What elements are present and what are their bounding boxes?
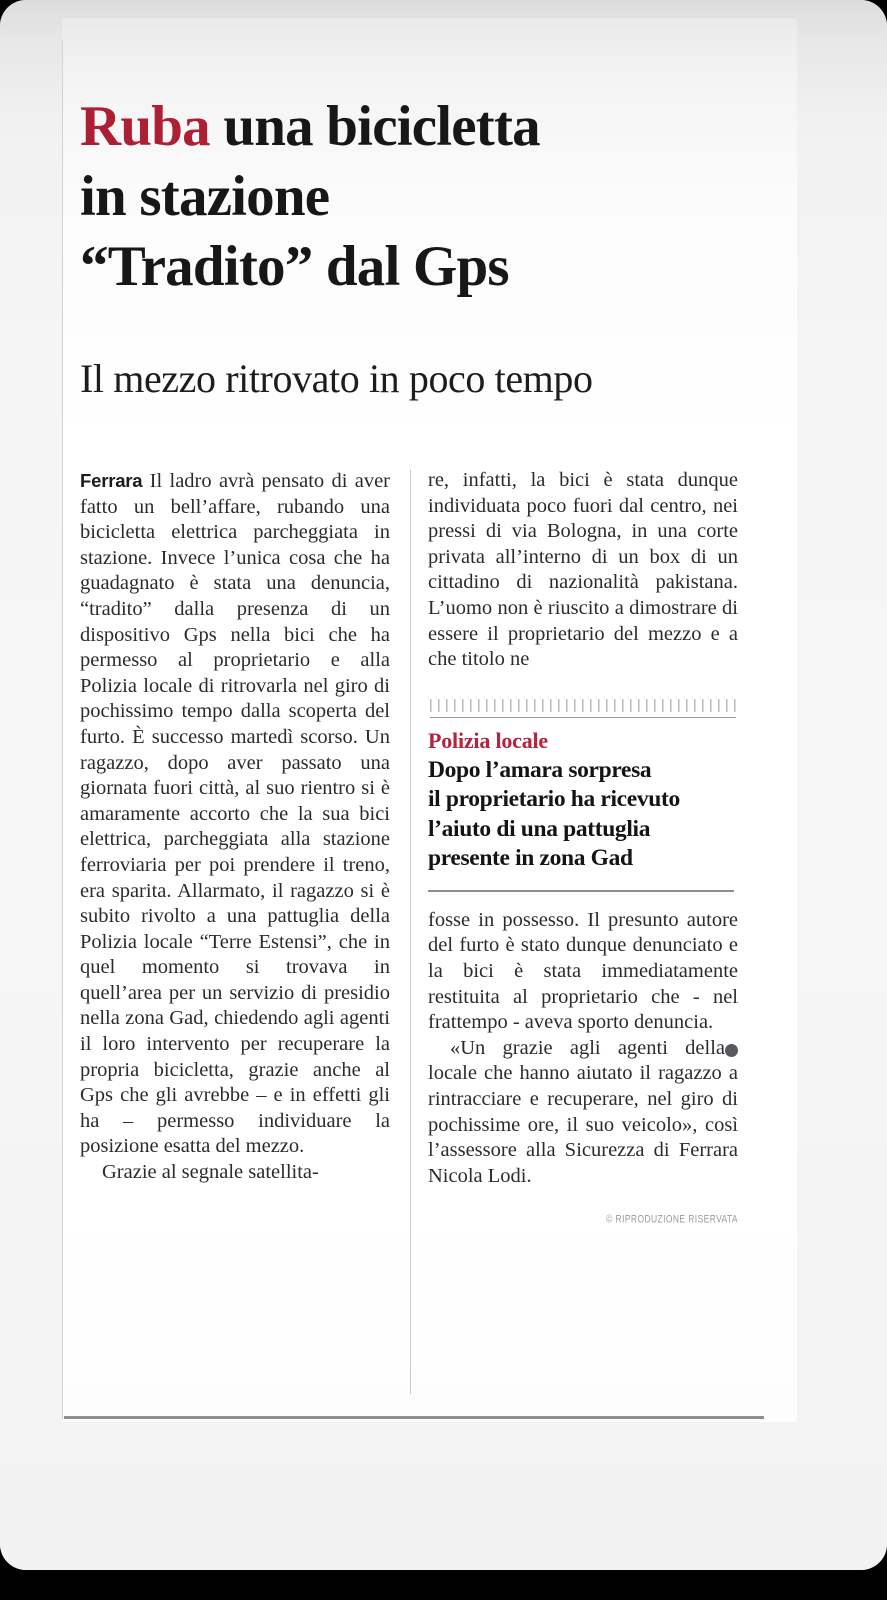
column-divider (410, 470, 411, 1394)
pullquote-kicker: Polizia locale (428, 727, 548, 753)
paragraph-right-2: fosse in possesso. Il presunto autore del furto è stato dunque denunciato e la bici è stata immediatamente restituita al proprietario che - nel frattempo - aveva sporto denuncia. (428, 908, 738, 1034)
pullquote-line-2: il proprietario ha ricevuto (428, 786, 680, 813)
headline-line-2: in stazione (80, 165, 330, 228)
paragraph-right-3 (428, 1036, 738, 1190)
body-column-right (428, 468, 738, 1225)
paragraph-left-2: Grazie al segnale satellita- (102, 1161, 319, 1184)
paragraph-left-1 (80, 468, 390, 1160)
pullquote-line-4: presente in zona Gad (428, 845, 633, 872)
pullquote-box (428, 693, 738, 892)
dateline: Ferrara (80, 470, 143, 491)
pullquote-bottom-rule (428, 890, 734, 892)
pullquote-line-3: l’aiuto di una pattuglia (428, 815, 651, 842)
article-subhead: Il mezzo ritrovato in poco tempo (80, 356, 593, 401)
article-bottom-rule (64, 1416, 764, 1419)
article-headline (80, 92, 740, 302)
paragraph-left-1-text: Il ladro avrà pensato di aver fatto un bell’affare, rubando una bicicletta elettrica parcheggiata in stazione. Invece l’unica cosa che ha guadagnato è stata una denuncia, “tradito” dalla presenza di un dispositivo Gps nella bici che ha permesso al proprietario e alla Polizia locale di ritrovarla nel giro di pochissimo tempo dalla scoperta del furto. È successo martedì scorso. Un ragazzo, dopo aver passato una giornata fuori città, al suo rientro si è amaramente accorto che la sua bici elettrica, parcheggiata alla stazione ferroviaria per poi prendere il treno, era sparita. Allarmato, il ragazzo si è subito rivolto a una pattuglia della Polizia locale “Terre Estensi”, che in quel momento si trovava in quell’area per un servizio di presidio nella zona Gad, chiedendo agli agenti il loro intervento per recuperare la propria bicicletta, grazie anche al Gps che gli avrebbe – e in effetti gli ha – permesso individuare la posizione esatta del mezzo. (80, 470, 390, 1158)
paragraph-right-1: re, infatti, la bici è stata dunque individuata poco fuori dal centro, nei pressi di via Bologna, in una corte privata all’interno di un box di un cittadino di nazionalità pakistana. L’uomo non è riuscito a dimostrare di essere il proprietario del mezzo e a che titolo ne (428, 469, 738, 671)
headline-line-3: “Tradito” dal Gps (80, 235, 509, 298)
paragraph-right-3-text: «Un grazie agli agenti della locale che hanno aiutato il ragazzo a rintracciare e recuperare, nel giro di pochissime ore, il suo veicolo», così l’assessore alla Sicurezza di Ferrara Nicola Lodi. (428, 1036, 738, 1187)
copyright-notice: © RIPRODUZIONE RISERVATA (606, 1212, 738, 1226)
headline-line-1 (80, 92, 740, 162)
headline-line-1-rest: una bicicletta (209, 95, 540, 158)
headline-kicker-word: Ruba (80, 95, 210, 158)
clipping-left-rule (62, 40, 63, 1420)
tick-rule-decoration (430, 699, 736, 712)
end-of-article-dot (725, 1044, 738, 1057)
body-column-left (80, 468, 390, 1186)
pullquote-line-1: Dopo l’amara sorpresa (428, 756, 652, 783)
pullquote-text (428, 756, 738, 874)
article-body (80, 468, 744, 1398)
